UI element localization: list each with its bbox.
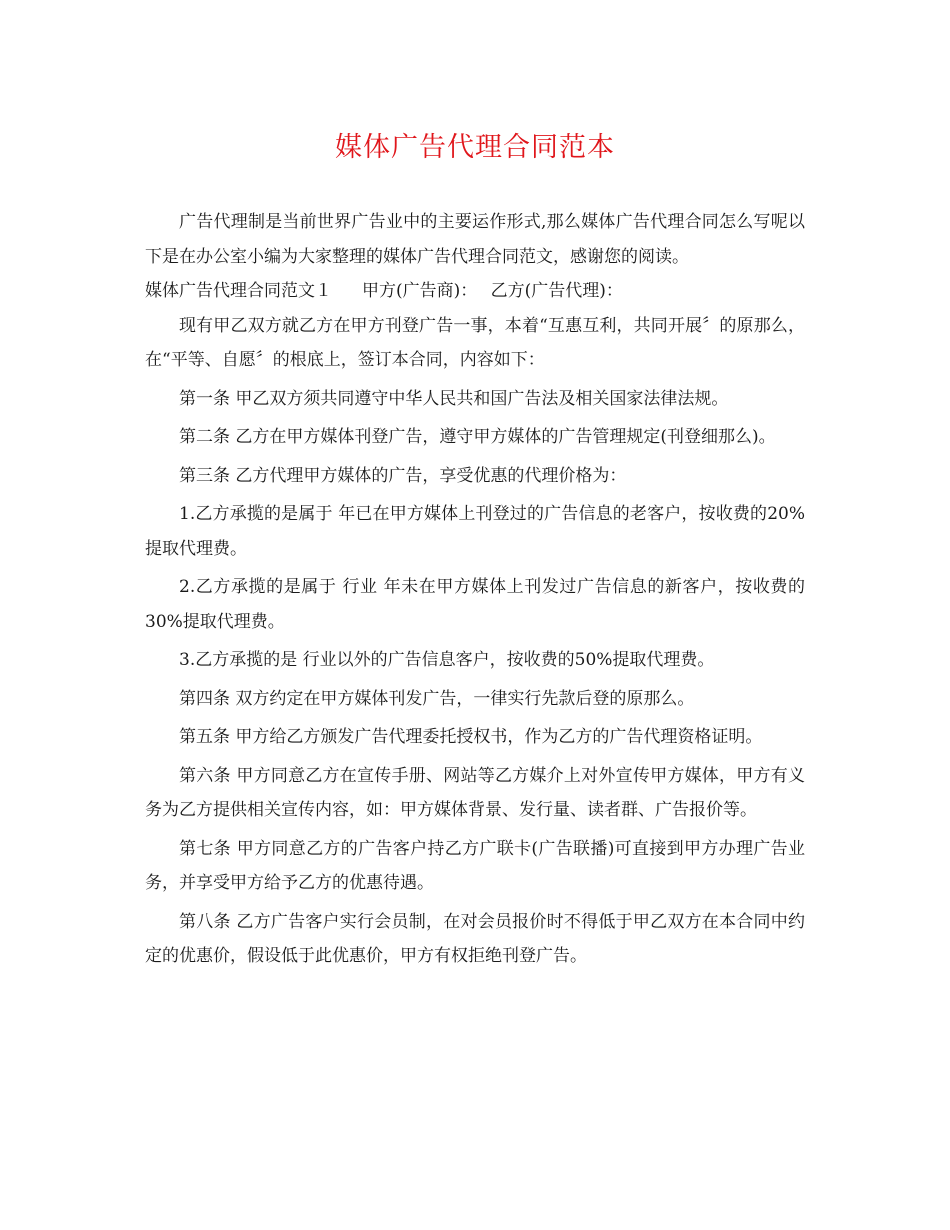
article-1: 第一条 甲乙双方须共同遵守中华人民共和国广告法及相关国家法律法规。 xyxy=(179,388,729,409)
article-8: 第八条 乙方广告客户实行会员制，在对会员报价时不得低于甲乙双方在本合同中约定的优惠价，假设低于此优惠价，甲方有权拒绝刊登广告。 xyxy=(145,911,805,966)
document-title: 媒体广告代理合同范本 xyxy=(335,132,615,163)
sample-heading xyxy=(145,274,805,309)
document-body xyxy=(145,205,805,974)
article-6: 第六条 甲方同意乙方在宣传手册、网站等乙方媒介上对外宣传甲方媒体，甲方有义务为乙方提供相关宣传内容，如：甲方媒体背景、发行量、读者群、广告报价等。 xyxy=(145,765,805,820)
article-2: 第二条 乙方在甲方媒体刊登广告，遵守甲方媒体的广告管理规定(刊登细那么)。 xyxy=(179,427,776,447)
article-3-item-2: 2.乙方承揽的是属于 行业 年未在甲方媒体上刊发过广告信息的新客户，按收费的30%提取代理费。 xyxy=(145,577,805,632)
preamble-paragraph: 现有甲乙双方就乙方在甲方刊登广告一事，本着“互惠互利，共同开展〞的原那么，在“平等、自愿〞的根底上，签订本合同，内容如下： xyxy=(145,315,805,370)
party-a-label: 甲方(广告商)： xyxy=(362,281,478,301)
party-b-label: 乙方(广告代理)： xyxy=(490,281,623,301)
article-3: 第三条 乙方代理甲方媒体的广告，享受优惠的代理价格为： xyxy=(179,465,627,486)
intro-paragraph: 广告代理制是当前世界广告业中的主要运作形式,那么媒体广告代理合同怎么写呢以下是在办公室小编为大家整理的媒体广告代理合同范文，感谢您的阅读。 xyxy=(145,212,805,267)
article-5: 第五条 甲方给乙方颁发广告代理委托授权书，作为乙方的广告代理资格证明。 xyxy=(179,727,763,747)
article-4: 第四条 双方约定在甲方媒体刊发广告，一律实行先款后登的原那么。 xyxy=(179,688,695,709)
article-3-item-3: 3.乙方承揽的是 行业以外的广告信息客户，按收费的50%提取代理费。 xyxy=(179,650,715,670)
article-7: 第七条 甲方同意乙方的广告客户持乙方广联卡(广告联播)可直接到甲方办理广告业务，并享受甲方给予乙方的优惠待遇。 xyxy=(145,838,805,893)
sample-heading-label: 媒体广告代理合同范文１ xyxy=(145,281,332,301)
article-3-item-1: 1.乙方承揽的是属于 年已在甲方媒体上刊登过的广告信息的老客户，按收费的20%提取代理费。 xyxy=(145,504,805,559)
